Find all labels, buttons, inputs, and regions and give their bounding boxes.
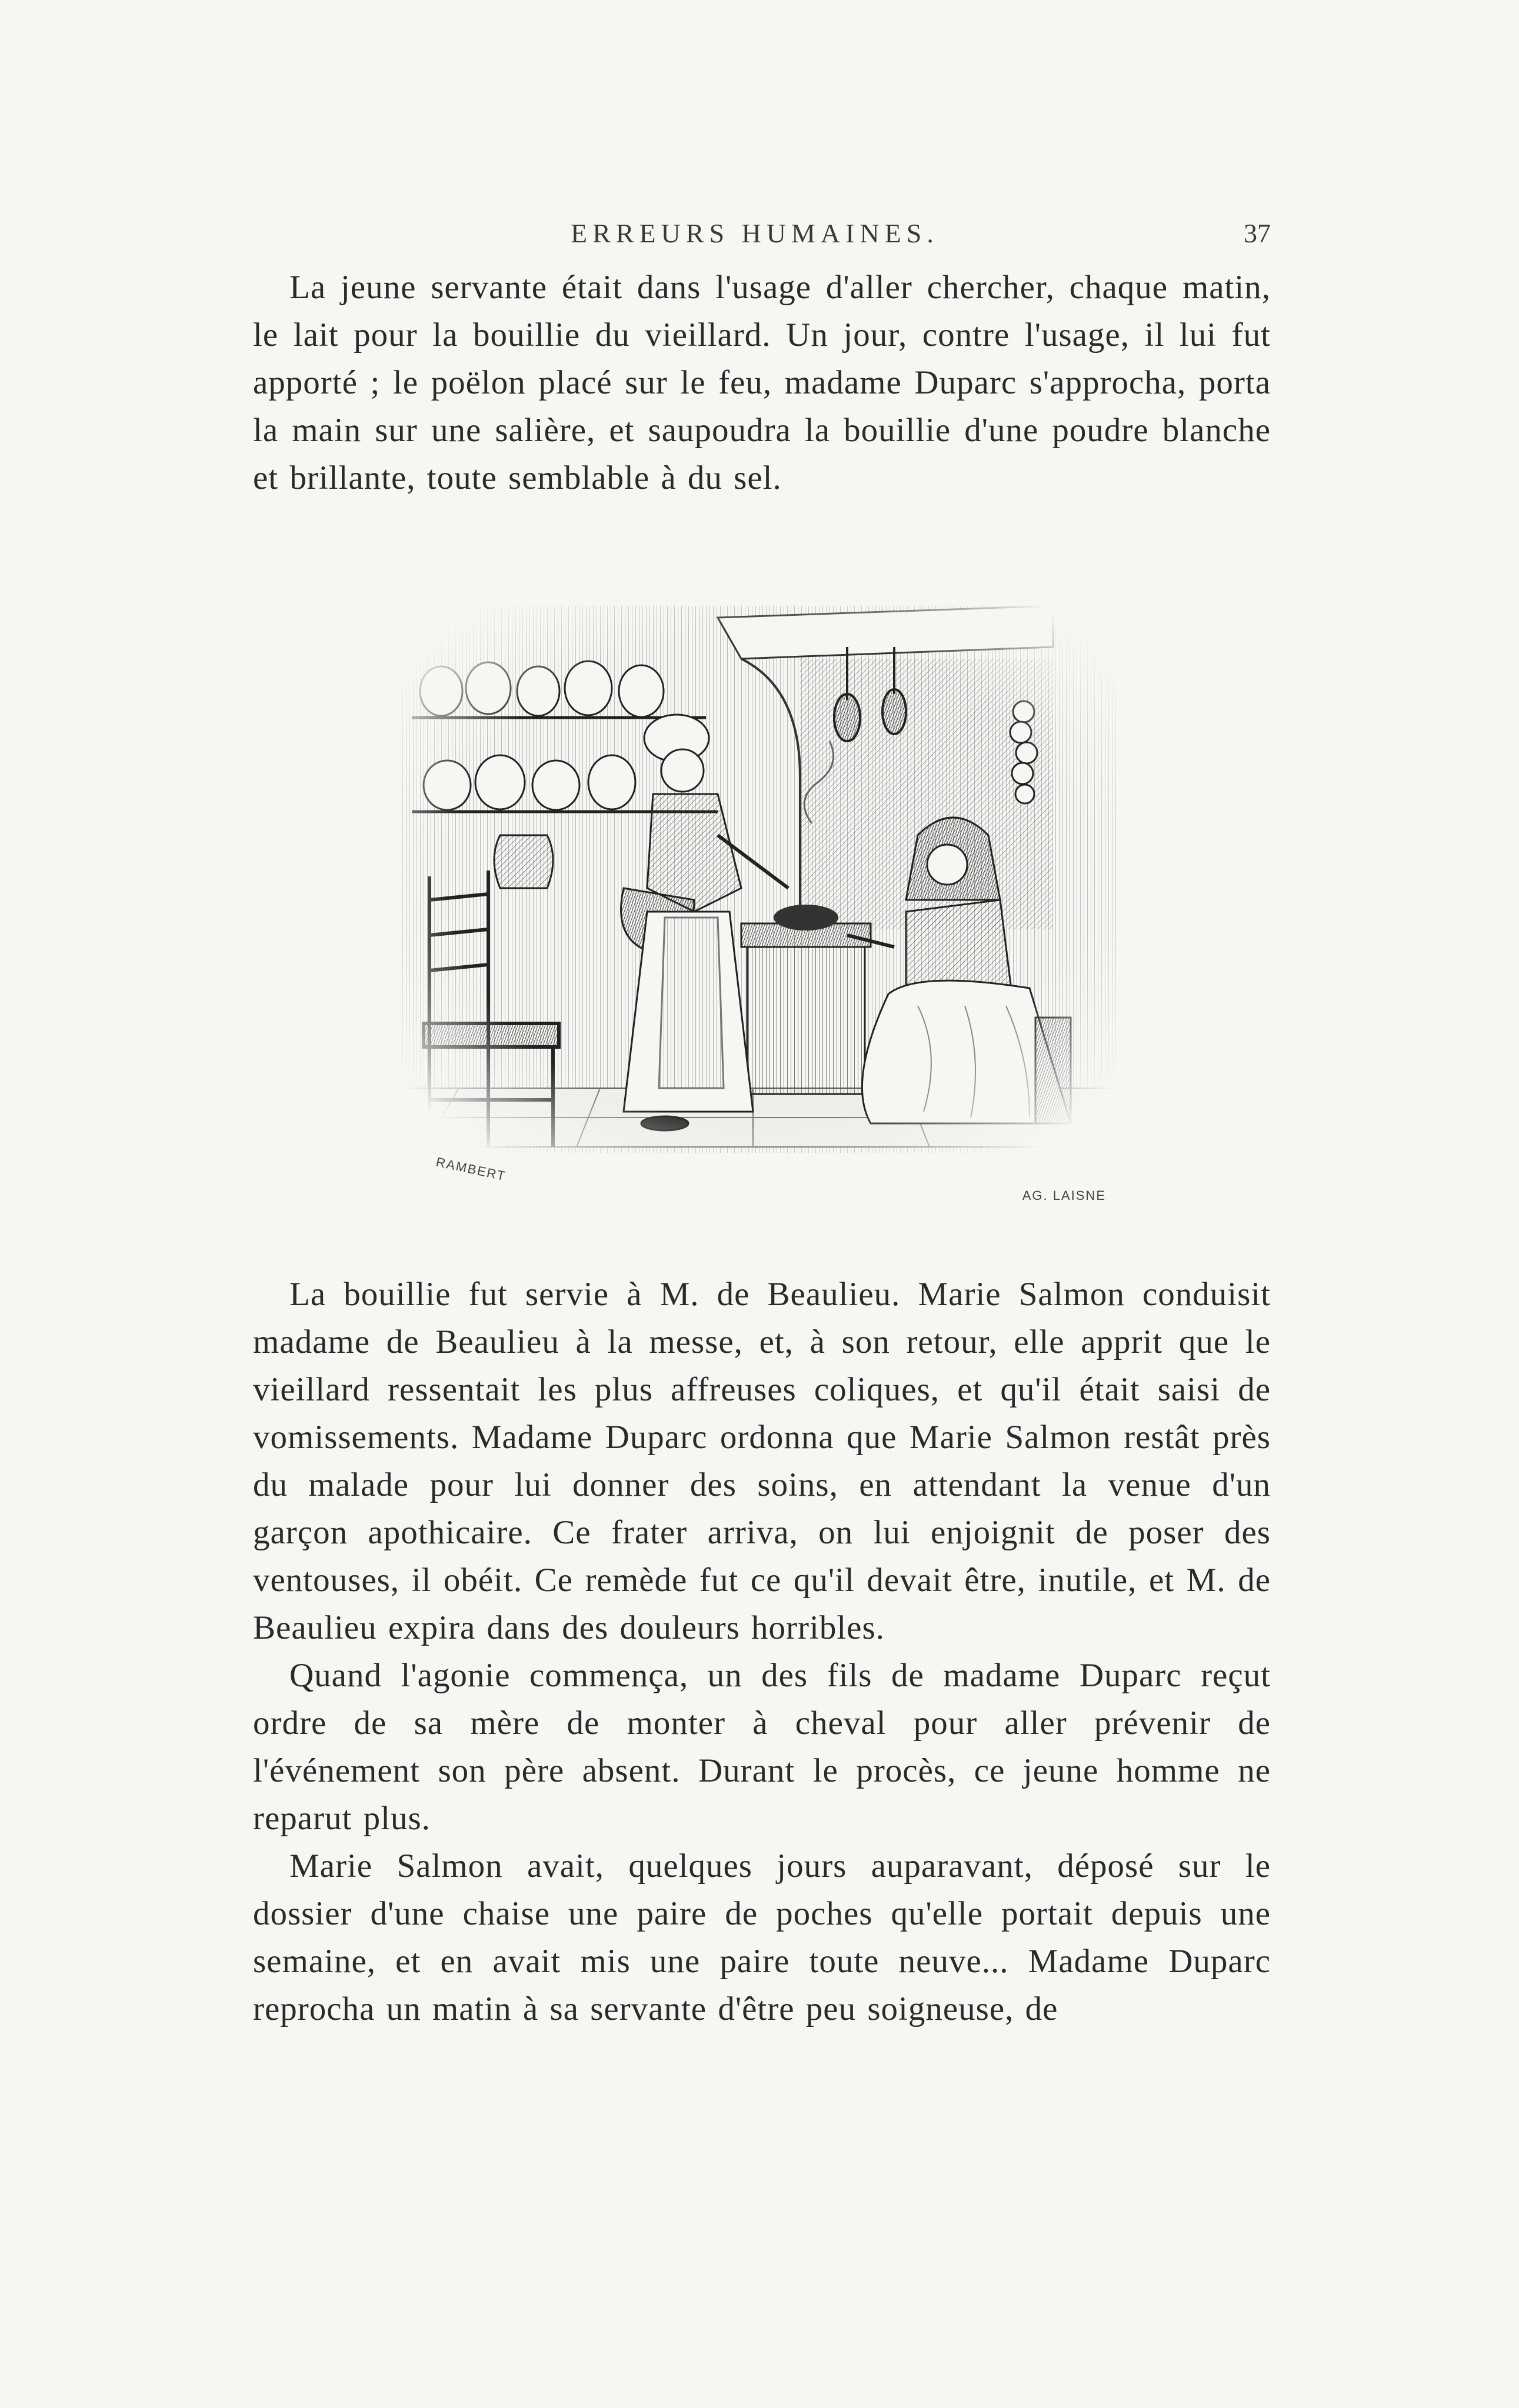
text-block-bottom <box>253 1270 1271 2033</box>
engraver-signature-right: AG. LAISNE <box>1022 1188 1106 1203</box>
paragraph: La jeune servante était dans l'usage d'aller chercher, chaque matin, le lait pour la bouillie du vieillard. Un jour, contre l'usage, il lui fut apporté ; le poëlon placé sur le feu, madame Duparc s'approcha, porta la main sur une salière, et saupoudra la bouillie d'une poudre blanche et brillante, toute semblable à du sel. <box>253 269 1271 496</box>
paragraph: Quand l'agonie commença, un des fils de madame Duparc reçut ordre de sa mère de monter à cheval pour aller prévenir de l'événement son père absent. Durant le procès, ce jeune homme ne reparut plus. <box>253 1657 1271 1837</box>
text-block-top <box>253 264 1271 502</box>
engraving-illustration <box>388 582 1130 1223</box>
paragraph: La bouillie fut servie à M. de Beaulieu. Marie Salmon conduisit madame de Beaulieu à la messe, et, à son retour, elle apprit que le vieillard ressentait les plus affreuses coliques, et qu'il était saisi de vomissements. Madame Duparc ordonna que Marie Salmon restât près du malade pour lui donner des soins, en attendant la venue d'un garçon apothicaire. Ce frater arriva, on lui enjoignit de poser des ventouses, il obéit. Ce remède fut ce qu'il devait être, inutile, et M. de Beaulieu expira dans des douleurs horribles. <box>253 1276 1271 1646</box>
kitchen-scene-engraving <box>388 582 1130 1170</box>
paragraph: Marie Salmon avait, quelques jours auparavant, déposé sur le dossier d'une chaise une paire de poches qu'elle portait depuis une semaine, et en avait mis une paire toute neuve... Madame Duparc reprocha un matin à sa servante d'être peu soigneuse, de <box>253 1847 1271 2027</box>
page-number: 37 <box>1244 218 1271 248</box>
running-head <box>253 218 1271 253</box>
running-title: ERREURS HUMAINES. <box>571 218 939 248</box>
engraver-signature-left: RAMBERT <box>434 1154 508 1184</box>
